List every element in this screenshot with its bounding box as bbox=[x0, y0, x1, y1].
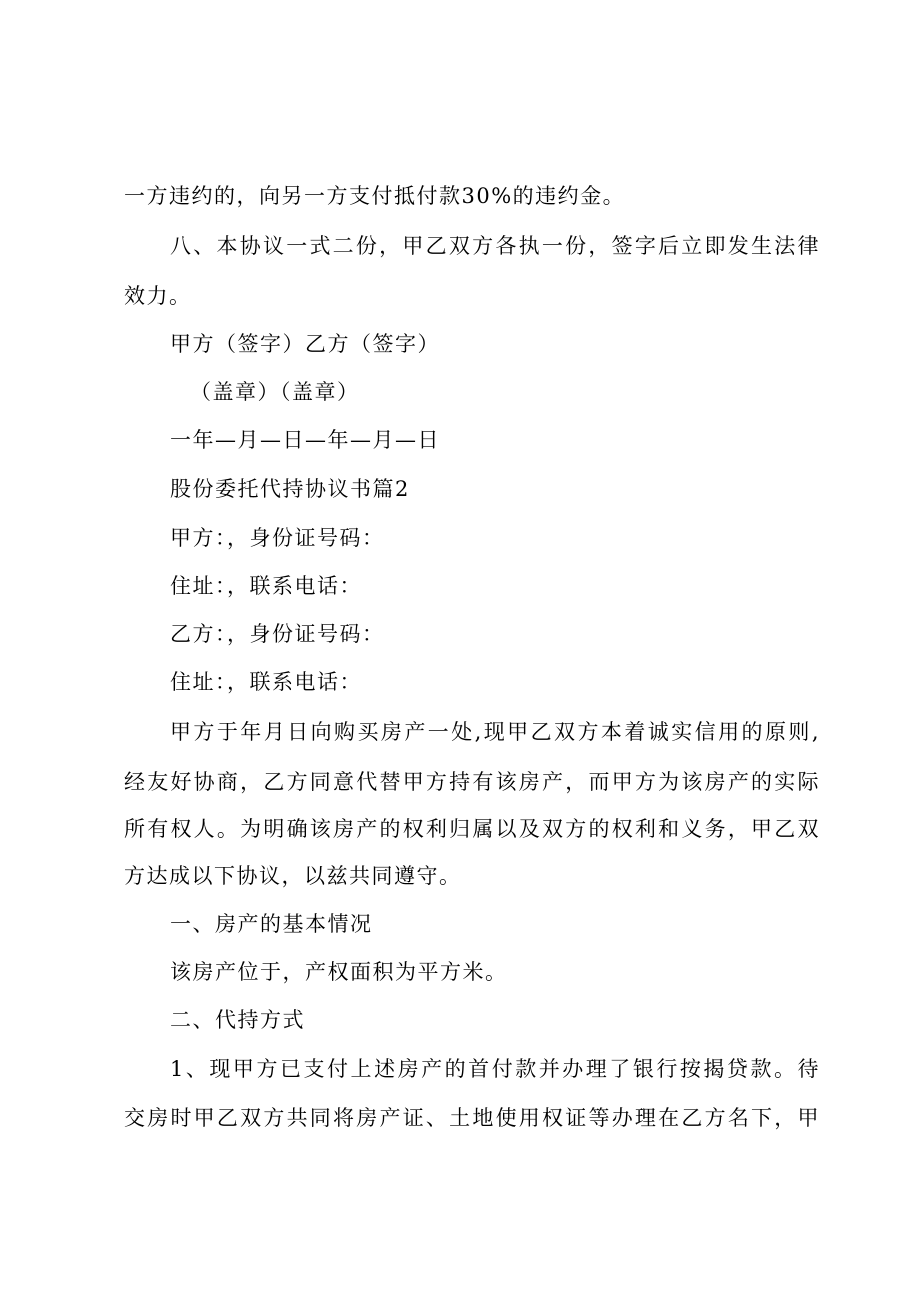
text-line-clause-eight-end: 效力。 bbox=[124, 284, 192, 308]
text-line-holding-1: 1、现甲方已支付上述房产的首付款并办理了银行按揭贷款。待 bbox=[170, 1057, 820, 1081]
text-line-party-b-id: 乙方：，身份证号码： bbox=[170, 622, 385, 646]
text-line-preamble-3: 所有权人。为明确该房产的权利归属以及双方的权利和义务，甲乙双 bbox=[124, 817, 820, 841]
text-line-party-a-address: 住址：，联系电话： bbox=[170, 574, 362, 598]
heading-property-basics: 一、房产的基本情况 bbox=[170, 912, 373, 936]
text-line-breach-clause: 一方违约的，向另一方支付抵付款30%的违约金。 bbox=[124, 184, 626, 208]
text-line-dates: 一年—月—日—年—月—日 bbox=[170, 428, 440, 452]
heading-holding-method: 二、代持方式 bbox=[170, 1008, 305, 1032]
text-line-party-b-address: 住址：，联系电话： bbox=[170, 670, 362, 694]
text-line-preamble-2: 经友好协商，乙方同意代替甲方持有该房产，而甲方为该房产的实际 bbox=[124, 770, 820, 794]
text-line-property-location: 该房产位于，产权面积为平方米。 bbox=[170, 960, 508, 984]
section-title-agreement-2: 股份委托代持协议书篇2 bbox=[170, 477, 410, 501]
text-line-seals: （盖章）（盖章） bbox=[190, 380, 360, 404]
text-line-signatures: 甲方（签字）乙方（签字） bbox=[170, 332, 440, 356]
text-line-preamble-1: 甲方于年月日向购买房产一处,现甲乙双方本着诚实信用的原则, bbox=[170, 720, 820, 744]
text-line-clause-eight: 八、本协议一式二份，甲乙双方各执一份，签字后立即发生法律 bbox=[170, 234, 820, 258]
text-line-preamble-4: 方达成以下协议，以兹共同遵守。 bbox=[124, 864, 462, 888]
text-line-holding-2: 交房时甲乙双方共同将房产证、土地使用权证等办理在乙方名下，甲 bbox=[124, 1106, 820, 1130]
text-line-party-a-id: 甲方：，身份证号码： bbox=[170, 526, 385, 550]
